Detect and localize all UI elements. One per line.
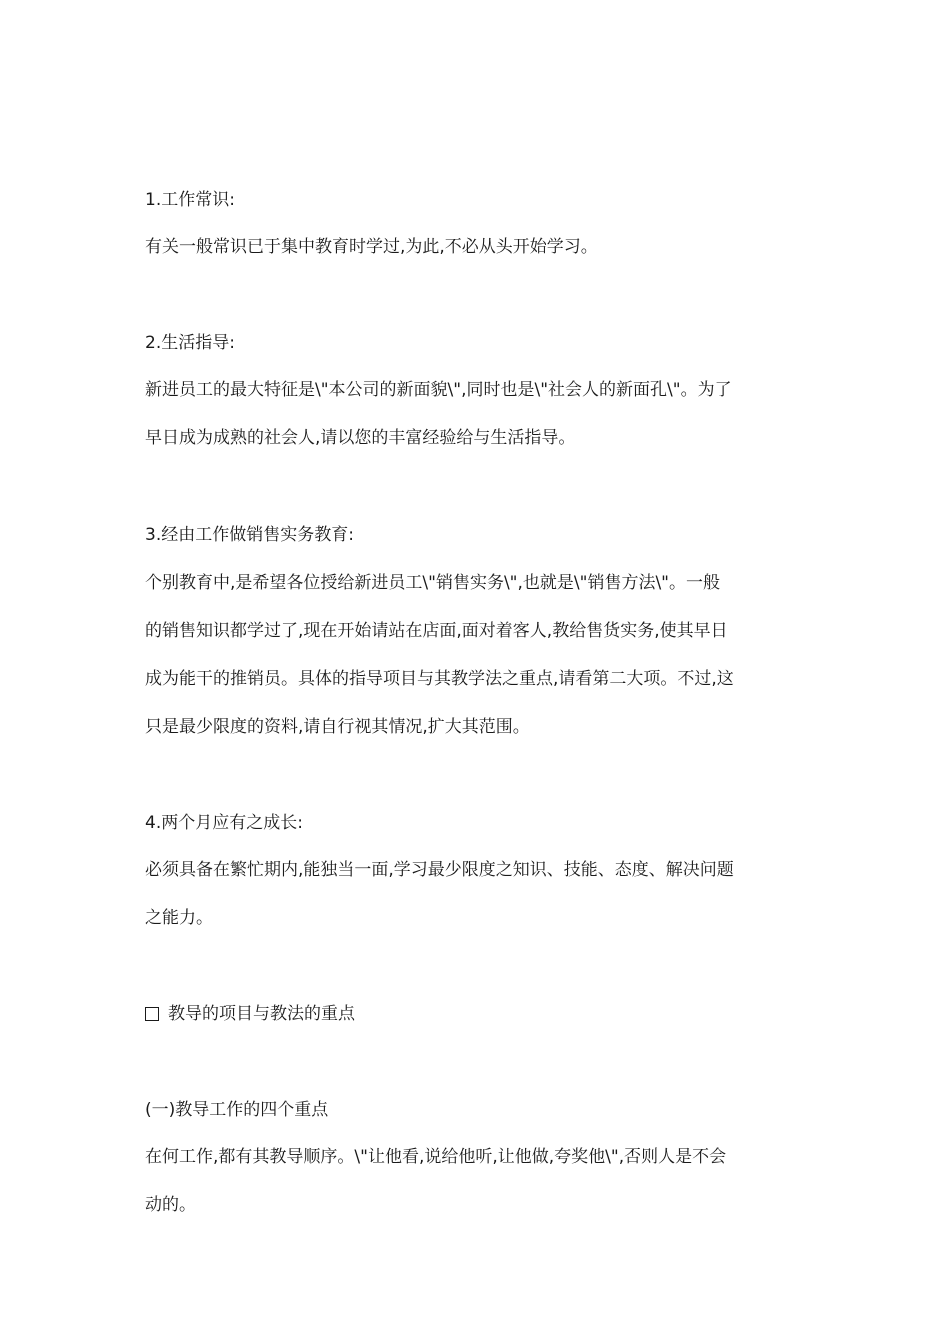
section-2-heading: 2.生活指导: [145,333,235,353]
subsection-line-1: 在何工作,都有其教导顺序。\"让他看,说给他听,让他做,夸奖他\",否则人是不会 [145,1147,727,1167]
section-3-body [145,559,810,751]
subsection-body [145,1133,810,1229]
section-2-line-1: 新进员工的最大特征是\"本公司的新面貌\",同时也是\"社会人的新面孔\"。为了 [145,380,732,400]
subsection-heading: (一)教导工作的四个重点 [145,1100,329,1120]
section-4-line-1: 必须具备在繁忙期内,能独当一面,学习最少限度之知识、技能、态度、解决问题 [145,860,734,880]
subsection-line-2: 动的。 [145,1195,196,1215]
checkbox-heading-text: 教导的项目与教法的重点 [168,1004,355,1024]
section-3-line-2: 的销售知识都学过了,现在开始请站在店面,面对着客人,教给售货实务,使其早日 [145,621,728,641]
section-1-body [145,223,810,271]
section-1-heading: 1.工作常识: [145,190,235,210]
section-3-line-4: 只是最少限度的资料,请自行视其情况,扩大其范围。 [145,717,530,737]
checkbox-square-icon [145,1007,159,1021]
section-3-line-1: 个别教育中,是希望各位授给新进员工\"销售实务\",也就是\"销售方法\"。一般 [145,573,720,593]
section-2-line-2: 早日成为成熟的社会人,请以您的丰富经验给与生活指导。 [145,428,576,448]
section-4-body [145,846,810,942]
checkbox-heading-wrap [145,1002,355,1026]
section-4-heading: 4.两个月应有之成长: [145,813,303,833]
section-1-line-1: 有关一般常识已于集中教育时学过,为此,不必从头开始学习。 [145,237,598,257]
section-3-heading: 3.经由工作做销售实务教育: [145,525,354,545]
section-4-line-2: 之能力。 [145,908,213,928]
checkbox-heading-row [145,1002,810,1028]
section-2-body [145,366,810,462]
section-3-line-3: 成为能干的推销员。具体的指导项目与其教学法之重点,请看第二大项。不过,这 [145,669,734,689]
